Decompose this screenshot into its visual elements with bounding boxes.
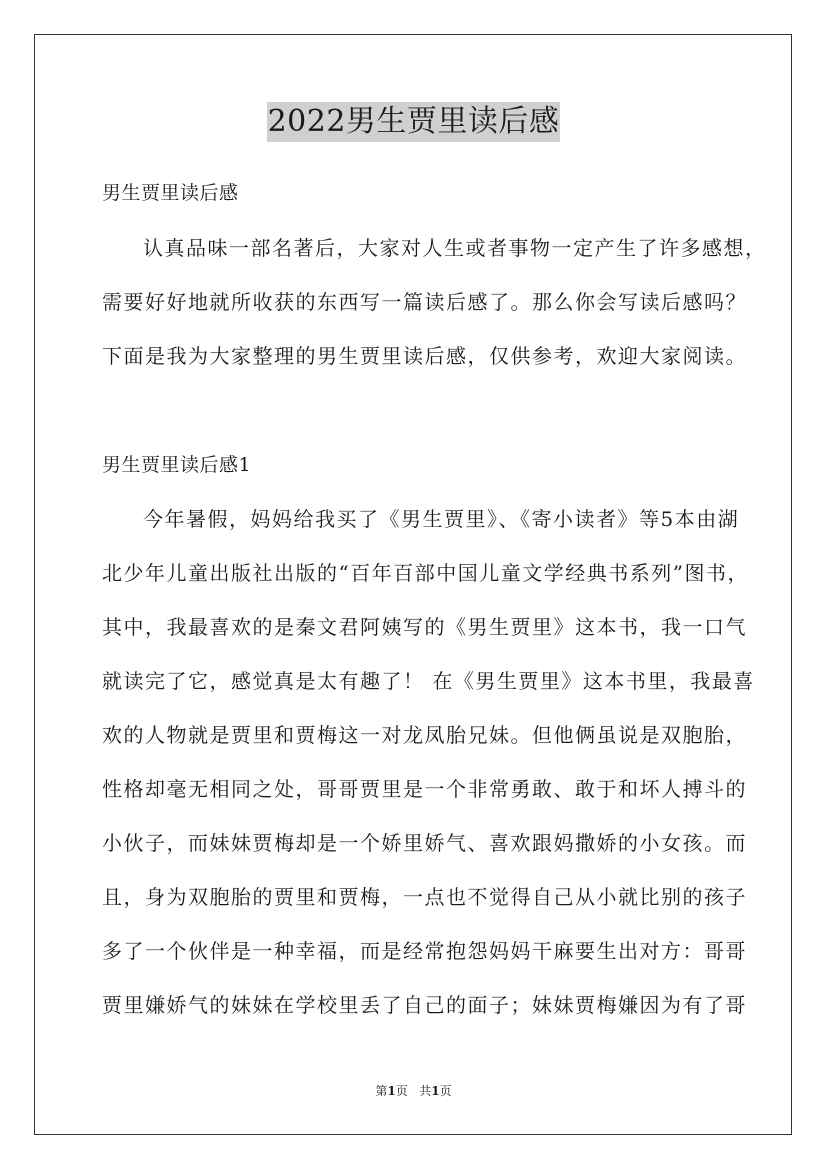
paragraph-line: 今年暑假，妈妈给我买了《男生贾里》、《寄小读者》等5本由湖 [143,507,740,531]
section1-heading: 男生贾里读后感1 [102,454,252,476]
document-title: 2022男生贾里读后感 [267,102,561,142]
paragraph-line: 小伙子，而妹妹贾梅却是一个娇里娇气、喜欢跟妈撒娇的小女孩。而 [102,831,747,855]
paragraph-line: 就读完了它，感觉真是太有趣了！ 在《男生贾里》这本书里，我最喜 [102,669,755,693]
paragraph-line: 欢的人物就是贾里和贾梅这一对龙凤胎兄妹。但他俩虽说是双胞胎， [102,723,747,747]
section1-paragraph [102,492,755,1032]
paragraph-line: 性格却毫无相同之处，哥哥贾里是一个非常勇敢、敢于和坏人搏斗的 [102,777,747,801]
page-suffix: 页 [395,1084,408,1098]
paragraph-line: 其中，我最喜欢的是秦文君阿姨写的《男生贾里》这本书，我一口气 [102,615,747,639]
intro-heading: 男生贾里读后感 [102,182,239,204]
paragraph-line: 下面是我为大家整理的男生贾里读后感，仅供参考，欢迎大家阅读。 [102,344,747,368]
paragraph-line: 需要好好地就所收获的东西写一篇读后感了。那么你会写读后感吗？ [102,290,747,314]
page-number: 1 [387,1084,396,1098]
title-container [0,102,827,142]
paragraph-line: 认真品味一部名著后，大家对人生或者事物一定产生了许多感想， [143,236,767,260]
intro-paragraph [102,221,767,383]
paragraph-line: 多了一个伙伴是一种幸福，而是经常抱怨妈妈干麻要生出对方：哥哥 [102,939,747,963]
total-suffix: 页 [439,1084,452,1098]
total-pages: 1 [431,1084,440,1098]
total-prefix: 共 [419,1084,432,1098]
paragraph-line: 且，身为双胞胎的贾里和贾梅，一点也不觉得自己从小就比别的孩子 [102,885,747,909]
page-footer [0,1083,827,1099]
page-prefix: 第 [375,1084,388,1098]
paragraph-line: 北少年儿童出版社出版的“百年百部中国儿童文学经典书系列”图书， [102,561,749,585]
paragraph-line: 贾里嫌娇气的妹妹在学校里丢了自己的面子；妹妹贾梅嫌因为有了哥 [102,993,747,1017]
